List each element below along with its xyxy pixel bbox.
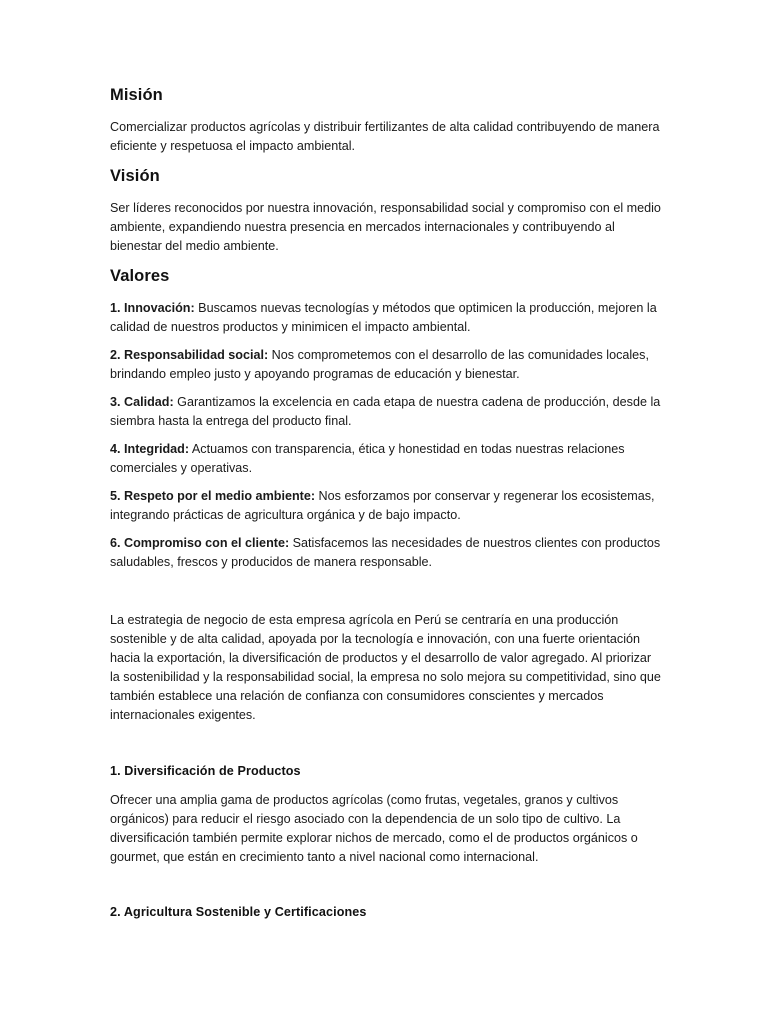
- valores-heading: Valores: [110, 267, 170, 285]
- valores-list: [110, 299, 662, 581]
- valor-item-cliente: [110, 534, 662, 572]
- estrategia-paragraph: La estrategia de negocio de esta empresa agrícola en Perú se centraría en una producción sostenible y de alta calidad, apoyada por la tecnología e innovación, con una fuerte orientación hacia la exportación, la diversificación de productos y el desarrollo de valor agregado. Al priorizar la sostenibilidad y la responsabilidad social, la empresa no solo mejora su competitividad, sino que también establece una relación de confianza con consumidores conscientes y mercados internacionales exigentes.: [110, 613, 661, 722]
- valor-item-integridad: [110, 440, 662, 478]
- valor-item-responsabilidad: [110, 346, 662, 384]
- valor-label: 2. Responsabilidad social:: [110, 348, 269, 362]
- valor-item-calidad: [110, 393, 662, 431]
- valor-text: Satisfacemos las necesidades de nuestros clientes con productos saludables, frescos y producidos de manera responsable.: [110, 536, 661, 569]
- valor-label: 5. Respeto por el medio ambiente:: [110, 489, 316, 503]
- vision-paragraph: Ser líderes reconocidos por nuestra innovación, responsabilidad social y compromiso con el medio ambiente, expandiendo nuestra presencia en mercados internacionales y contribuyendo al bienestar del medio ambiente.: [110, 201, 661, 253]
- valor-label: 1. Innovación:: [110, 301, 195, 315]
- valor-label: 6. Compromiso con el cliente:: [110, 536, 290, 550]
- valor-text: Nos esforzamos por conservar y regenerar los ecosistemas, integrando prácticas de agricultura orgánica y de bajo impacto.: [110, 489, 655, 522]
- valor-item-innovacion: [110, 299, 662, 337]
- vision-heading: Visión: [110, 167, 160, 185]
- valor-label: 4. Integridad:: [110, 442, 190, 456]
- seccion2-heading: 2. Agricultura Sostenible y Certificaciones: [110, 905, 367, 919]
- valor-label: 3. Calidad:: [110, 395, 174, 409]
- valor-text: Actuamos con transparencia, ética y honestidad en todas nuestras relaciones comerciales y operativas.: [110, 442, 625, 475]
- valor-text: Garantizamos la excelencia en cada etapa de nuestra cadena de producción, desde la siembra hasta la entrega del producto final.: [110, 395, 661, 428]
- valor-item-medio-ambiente: [110, 487, 662, 525]
- seccion1-paragraph: Ofrecer una amplia gama de productos agrícolas (como frutas, vegetales, granos y cultivos orgánicos) para reducir el riesgo asociado con la dependencia de un solo tipo de cultivo. La diversificación también permite explorar nichos de mercado, como el de productos orgánicos o gourmet, que están en crecimiento tanto a nivel nacional como internacional.: [110, 793, 638, 864]
- seccion1-heading: 1. Diversificación de Productos: [110, 764, 301, 778]
- mision-paragraph: Comercializar productos agrícolas y distribuir fertilizantes de alta calidad contribuyendo de manera eficiente y respetuosa el impacto ambiental.: [110, 120, 660, 153]
- valor-text: Nos comprometemos con el desarrollo de las comunidades locales, brindando empleo justo y apoyando programas de educación y bienestar.: [110, 348, 649, 381]
- mision-heading: Misión: [110, 86, 163, 104]
- valor-text: Buscamos nuevas tecnologías y métodos que optimicen la producción, mejoren la calidad de nuestros productos y minimicen el impacto ambiental.: [110, 301, 657, 334]
